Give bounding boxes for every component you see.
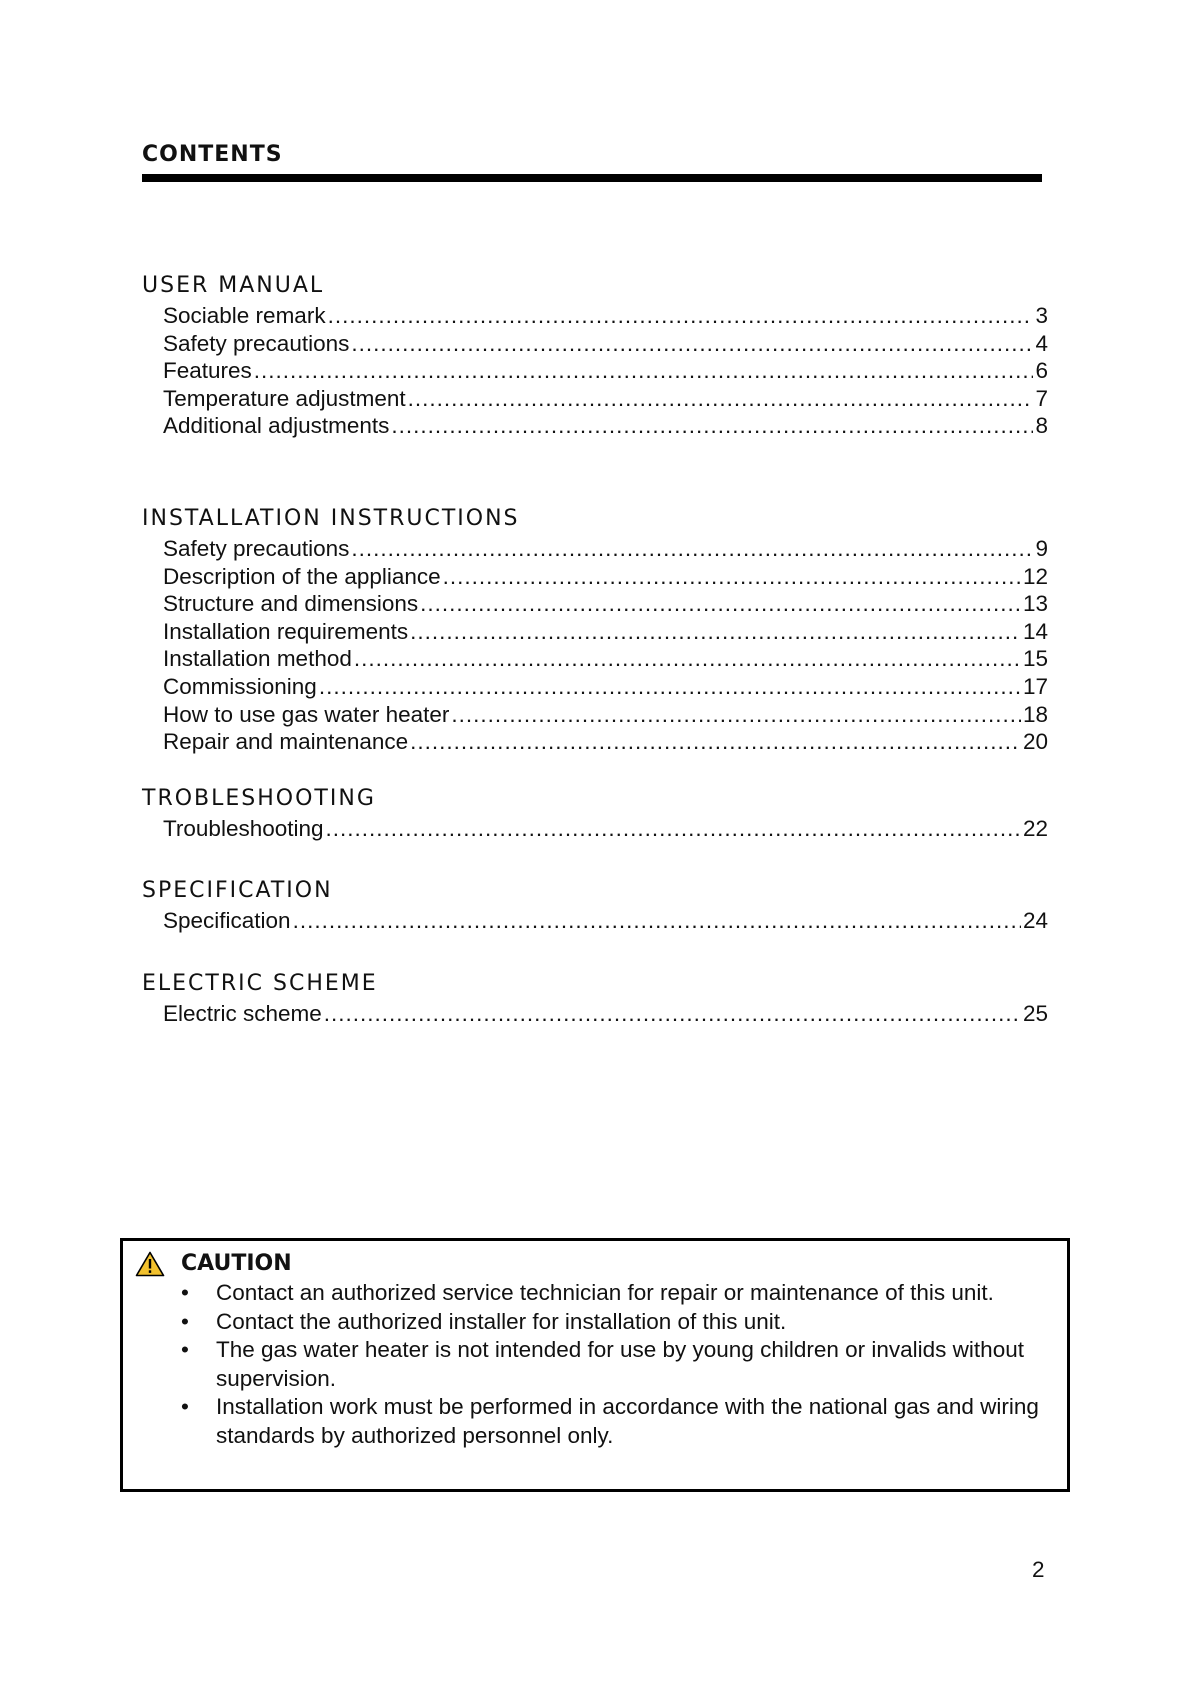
section-title: INSTALLATION INSTRUCTIONS — [142, 505, 520, 531]
toc-entry[interactable] — [142, 330, 1048, 358]
toc-entry[interactable] — [142, 563, 1048, 591]
toc-entry-page: 6 — [1035, 358, 1048, 384]
caution-item-text: Contact the authorized installer for installation of this unit. — [216, 1308, 787, 1334]
toc-entry-label: Installation requirements — [163, 618, 409, 644]
dot-leader — [351, 535, 1033, 563]
section-spacer — [142, 440, 1048, 503]
toc-entry[interactable] — [142, 815, 1048, 843]
dot-leader — [410, 728, 1021, 756]
toc-entry-label: Commissioning — [163, 673, 317, 699]
dot-leader — [319, 673, 1021, 701]
toc-entry-page: 13 — [1022, 591, 1048, 617]
bullet: • — [181, 1280, 189, 1305]
toc-entry-label: Additional adjustments — [163, 413, 390, 439]
toc-entry-label: Repair and maintenance — [163, 729, 409, 755]
caution-item-text: Contact an authorized service technician for repair or maintenance of this unit. — [216, 1280, 994, 1305]
caution-item-text: The gas water heater is not intended for use by young children or invalids without supervision. — [216, 1337, 1024, 1391]
toc-entry-page: 18 — [1022, 701, 1048, 727]
toc-entry-label: Installation method — [163, 646, 352, 672]
section-spacer — [142, 756, 1048, 783]
toc-entry-page: 15 — [1022, 646, 1048, 672]
toc-entry-label: Specification — [163, 908, 291, 934]
caution-header — [135, 1249, 292, 1279]
dot-leader — [254, 357, 1034, 385]
toc-entry-label: Sociable remark — [163, 303, 326, 328]
dot-leader — [324, 1000, 1021, 1028]
toc-entry-page: 4 — [1035, 330, 1048, 356]
toc-entry-label: Temperature adjustment — [163, 385, 406, 411]
dot-leader — [326, 815, 1021, 843]
toc-entry-label: Structure and dimensions — [163, 591, 419, 617]
toc-entry-page: 8 — [1035, 413, 1048, 439]
caution-item — [181, 1279, 1061, 1308]
toc-entry-page: 7 — [1035, 385, 1048, 411]
toc-entry-page: 24 — [1022, 908, 1048, 934]
caution-item — [181, 1393, 1061, 1450]
toc-entry[interactable] — [142, 618, 1048, 646]
warning-triangle-icon — [135, 1251, 165, 1277]
toc-entry[interactable] — [142, 728, 1048, 756]
dot-leader — [354, 645, 1021, 673]
toc-section-electric-scheme — [142, 968, 1048, 1028]
toc-entry[interactable] — [142, 590, 1048, 618]
toc-entry-page: 3 — [1035, 303, 1048, 328]
dot-leader — [408, 385, 1034, 413]
dot-leader — [420, 590, 1021, 618]
toc-section-user-manual — [142, 270, 1048, 440]
toc-section-specification — [142, 875, 1048, 935]
dot-leader — [451, 701, 1021, 729]
toc-entry[interactable] — [142, 673, 1048, 701]
dot-leader — [443, 563, 1021, 591]
toc-entry-page: 25 — [1022, 1000, 1048, 1026]
toc-entry-label: Features — [163, 358, 252, 384]
toc-entry-label: How to use gas water heater — [163, 701, 450, 727]
toc-entry-label: Troubleshooting — [163, 815, 324, 841]
caution-item-text: Installation work must be performed in accordance with the national gas and wiring standards by authorized personnel only. — [216, 1394, 1039, 1448]
bullet: • — [181, 1308, 189, 1334]
dot-leader — [293, 907, 1021, 935]
dot-leader — [351, 330, 1033, 358]
toc-entry-label: Description of the appliance — [163, 563, 441, 589]
toc-entry-page: 17 — [1022, 673, 1048, 699]
section-spacer — [142, 842, 1048, 875]
dot-leader — [410, 618, 1021, 646]
toc-section-installation — [142, 503, 1048, 756]
toc-entry-page: 12 — [1022, 563, 1048, 589]
toc-entry[interactable] — [142, 907, 1048, 935]
toc-entry[interactable] — [142, 701, 1048, 729]
caution-item — [181, 1308, 1061, 1337]
heading-rule — [142, 174, 1042, 182]
toc-section-troubleshooting — [142, 783, 1048, 843]
section-spacer — [142, 935, 1048, 968]
dot-leader — [391, 412, 1033, 440]
section-title: USER MANUAL — [142, 273, 325, 298]
section-title: SPECIFICATION — [142, 878, 333, 904]
toc-entry[interactable] — [142, 1000, 1048, 1028]
toc-entry-page: 22 — [1022, 815, 1048, 841]
page-number: 2 — [1032, 1557, 1045, 1582]
toc-entry[interactable] — [142, 385, 1048, 413]
section-title: TROBLESHOOTING — [142, 785, 376, 811]
toc-entry[interactable] — [142, 302, 1048, 330]
toc-entry[interactable] — [142, 412, 1048, 440]
bullet: • — [181, 1337, 189, 1362]
caution-title: CAUTION — [181, 1251, 292, 1276]
toc-entry[interactable] — [142, 645, 1048, 673]
toc-entry-page: 20 — [1022, 729, 1048, 755]
page-title: CONTENTS — [142, 142, 283, 167]
caution-box — [120, 1238, 1070, 1492]
toc-entry-page: 14 — [1022, 618, 1048, 644]
caution-item — [181, 1336, 1061, 1393]
caution-list — [181, 1279, 1061, 1450]
table-of-contents — [142, 270, 1048, 1028]
toc-entry[interactable] — [142, 535, 1048, 563]
toc-entry-label: Safety precautions — [163, 535, 350, 561]
toc-entry-label: Safety precautions — [163, 330, 350, 356]
toc-entry[interactable] — [142, 357, 1048, 385]
toc-entry-page: 9 — [1035, 535, 1048, 561]
bullet: • — [181, 1394, 189, 1419]
toc-entry-label: Electric scheme — [163, 1000, 322, 1026]
dot-leader — [328, 302, 1034, 330]
section-title: ELECTRIC SCHEME — [142, 970, 378, 996]
